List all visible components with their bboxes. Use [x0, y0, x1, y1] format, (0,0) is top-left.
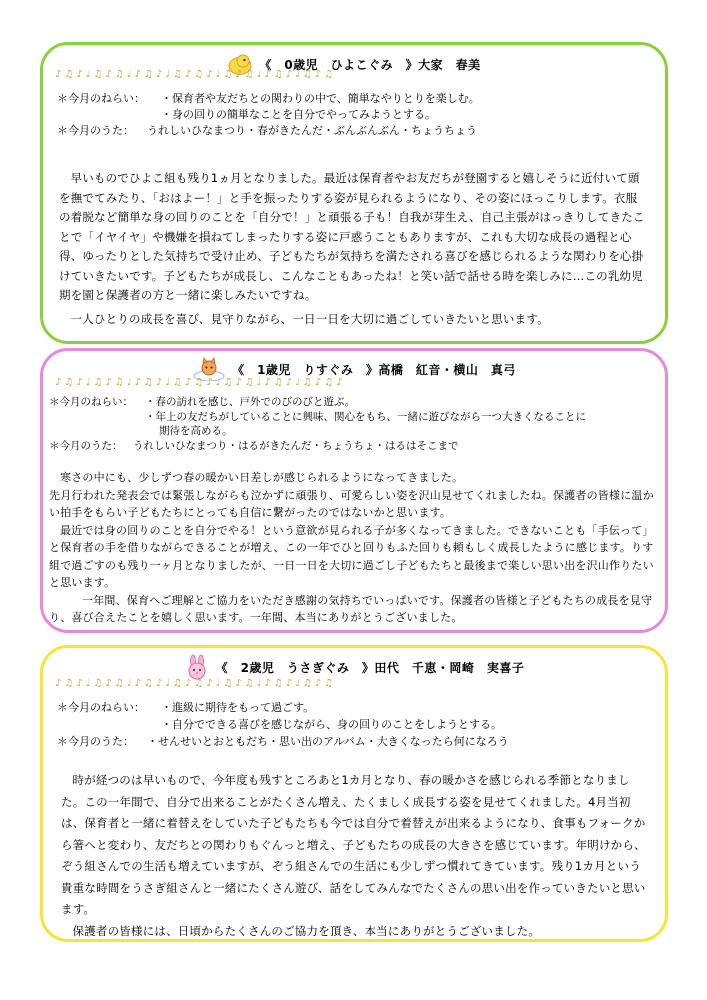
music-notes-decoration: ♪♫♪♩♫♪♫♩♪♫♪♩♫♪♫♪♩♫♪♫♩♪♫♪♩♫♪♫ — [55, 678, 337, 689]
aim-item: 期待を高める。 — [159, 425, 233, 437]
aim-item: ・保育者や友だちとの関わりの中で、簡単なやりとりを楽しむ。 — [161, 92, 480, 105]
panel-title: 《 1歳児 りすぐみ 》高橋 紅音・横山 真弓 — [232, 362, 516, 377]
aim-label: ＊今月のねらい： — [49, 396, 133, 408]
song-label: ＊今月のうた： — [49, 439, 123, 452]
class-panel-1-year — [40, 348, 668, 633]
song-label: ＊今月のうた： — [57, 124, 134, 137]
teacher-message — [59, 169, 649, 329]
class-panel-0-year — [40, 42, 668, 344]
song-label: ＊今月のうた： — [57, 735, 134, 748]
aim-item: ・進級に期待をもって過ごす。 — [161, 701, 315, 714]
panel-title: 《 2歳児 うさぎぐみ 》田代 千恵・岡崎 実喜子 — [215, 660, 525, 675]
aim-label: ＊今月のねらい： — [57, 92, 145, 105]
message-paragraph: 一年間、保育へご理解とご協力をいただき感謝の気持ちでいっぱいです。保護者の皆様と子どもたちの成長を見守り、喜び合えたことを嬉しく思います。一年間、本当にありがとうございました。 — [49, 593, 653, 624]
teacher-message — [49, 469, 657, 627]
message-paragraph: 一人ひとりの成長を喜び、見守りながら、一日一日を大切に過ごしていきたいと思います。 — [70, 311, 549, 326]
class-panel-2-year — [40, 645, 668, 942]
music-notes-decoration: ♪♫♪♩♫♪♫♩♪♫♪♩♫♪♫♪♩♫♪♫♩♪♫♪♩♫♪♫♪ — [55, 377, 346, 388]
message-paragraph: 保護者の皆様には、日頃からたくさんのご協力を頂き、本当にありがとうございました。 — [72, 923, 541, 938]
song-list: うれしいひなまつり・はるがきたんだ・ちょうちょ・はるはそこまで — [133, 439, 459, 452]
music-notes-decoration: ♪♫♪♩♫♪♫♩♪♫♪♩♫♪♫♪♩♫♪♫♩♪♫♪♩♫♪♫ — [55, 69, 337, 80]
teacher-message — [61, 770, 647, 942]
song-list: ・せんせいとおともだち・思い出のアルバム・大きくなったら何になろう — [147, 735, 509, 748]
message-paragraph: 最近では身の回りのことを自分でやる！という意欲が見られる子が多くなってきました。できないことも「手伝って」と保育者の手を借りながらできることが増え、この一年でひと回りもふた回りも頼もしく成長したように感じます。りす組で過ごすのも残り一ヶ月となりましたが、一日一日を大切に過ごし子どもたちと最後まで楽しい思い出を沢山作りたいと思います。 — [49, 523, 654, 589]
song-list: うれしいひなまつり・春がきたんだ・ぶんぶんぶん・ちょうちょう — [147, 124, 477, 137]
aim-item: ・年上の友だちがしていることに興味、関心をもち、一緒に遊びながら一つ大きくなることに — [145, 410, 586, 423]
aim-item: ・春の訪れを感じ、戸外でのびのびと遊ぶ。 — [145, 396, 356, 408]
message-paragraph: 時が経つのは早いもので、今年度も残すところあと1カ月となり、春の暖かさを感じられる季節となりました。この一年間で、自分で出来ることがたくさん増え、たくましく成長する姿を見せてくれました。4月当初は、保育者と一緒に着替えをしていた子どもたちも今では自分で着替えが出来るようになり、食事もフォークから箸へと変わり、友だちとの関わりもぐんっと増え、子どもたちの成長の大きさを感じています。年明けから、ぞう組さんでの生活も増えていますが、ぞう組さんでの生活にも少しずつ慣れてきています。残り1カ月という貴重な時間をうさぎ組さんと一緒にたくさん遊び、話をしてみんなでたくさんの思い出を作っていきたいと思います。 — [61, 773, 646, 916]
message-paragraph: 早いものでひよこ組も残り1ヵ月となりました。最近は保育者やお友だちが登園すると嬉しそうに近付いて頭を撫でてみたり、「おはよー！」と手を振ったりする姿が見られるようになり、その姿にほっこりします。衣服の着脱など簡単な身の回りのことを「自分で！」と頑張る子も！自我が芽生え、自己主張がはっきりしてきたことで「イヤイヤ」や機嫌を損ねてしまったりする姿に戸惑うこともありますが、これも大切な成長の過程と心得、ゆったりとした気持ちで受け止め、子どもたちが気持ちを満たされる喜びを感じられるような関わりを心掛けていきたいです。子どもたちが成長し、こんなこともあったね！と笑い話で話せる時を楽しみに…この乳幼児期を園と保護者の方と一緒に楽しみたいですね。 — [59, 171, 645, 302]
panel-title: 《 0歳児 ひよこぐみ 》大家 春美 — [259, 57, 481, 72]
aim-label: ＊今月のねらい： — [57, 701, 145, 714]
message-paragraph: 先月行われた発表会では緊張しながらも泣かずに頑張り、可愛らしい姿を沢山見せてくれましたね。保護者の皆様に温かい拍手をもらい子どもたちにとっても自信に繋がったのではないかと思います。 — [49, 488, 654, 519]
aim-item: ・身の回りの簡単なことを自分でやってみようとする。 — [161, 108, 436, 121]
message-paragraph: 寒さの中にも、少しずつ春の暖かい日差しが感じられるようになってきました。 — [60, 471, 464, 484]
rabbit-icon — [184, 654, 210, 680]
panel-title-row — [43, 654, 665, 680]
aim-item: ・自分でできる喜びを感じながら、身の回りのことをしようとする。 — [161, 718, 502, 731]
